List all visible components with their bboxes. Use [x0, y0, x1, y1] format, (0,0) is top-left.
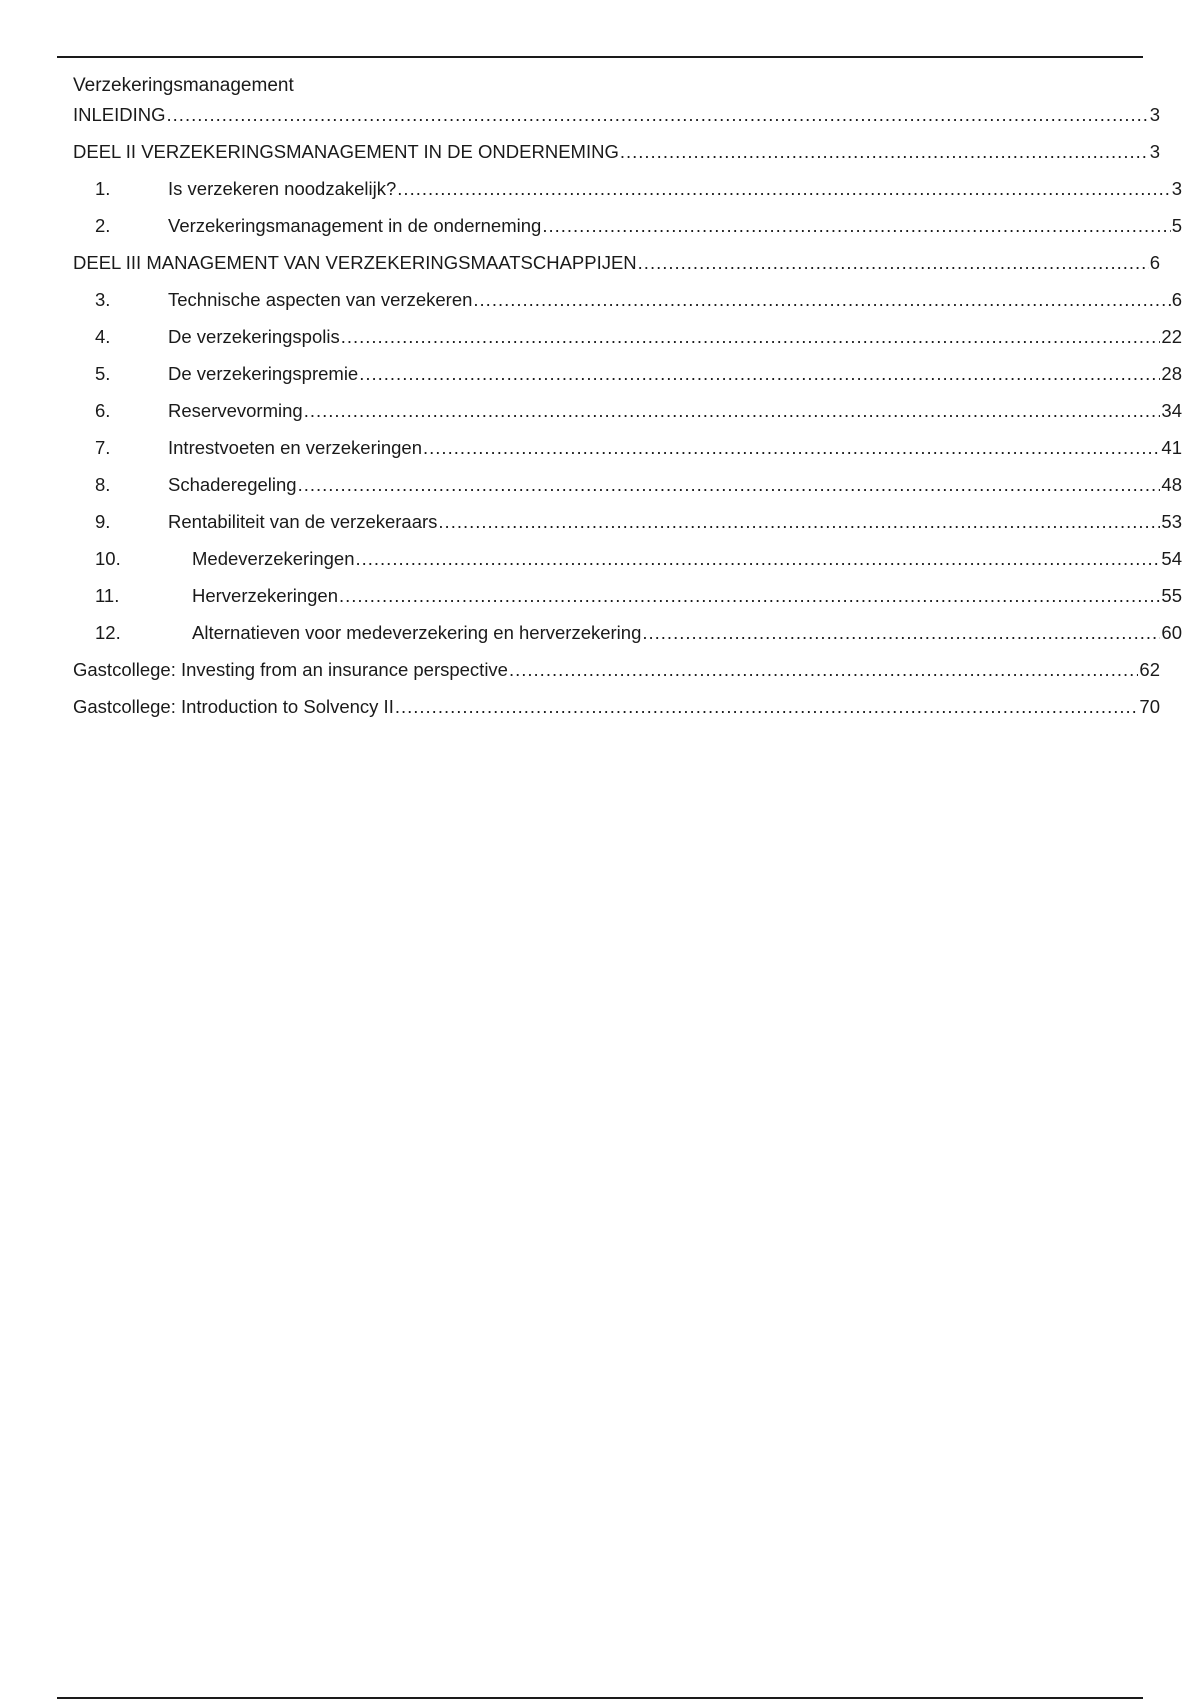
- toc-entry-2[interactable]: [73, 211, 1182, 237]
- toc-entry-label: Technische aspecten van verzekeren: [168, 289, 473, 310]
- toc-entry-inleiding[interactable]: [73, 100, 1160, 126]
- toc-page-number: 28: [1161, 363, 1182, 384]
- toc-entry-number: 2.: [95, 215, 111, 236]
- toc-dot-leader: [298, 474, 1161, 496]
- toc-entry-number: 6.: [95, 400, 111, 421]
- toc-page-number: 3: [1149, 104, 1160, 125]
- document-title: Verzekeringsmanagement: [73, 75, 294, 96]
- toc-entry-4[interactable]: [73, 322, 1182, 348]
- toc-entry-label: INLEIDING: [73, 104, 166, 125]
- toc-entry-6[interactable]: [73, 396, 1182, 422]
- toc-entry-number: 4.: [95, 326, 111, 347]
- toc-entry-label: Gastcollege: Introduction to Solvency II: [73, 696, 394, 717]
- toc-dot-leader: [397, 178, 1170, 200]
- toc-dot-leader: [423, 437, 1160, 459]
- footer-rule: [57, 1697, 1143, 1699]
- toc-page-number: 3: [1149, 141, 1160, 162]
- toc-page-number: 48: [1161, 474, 1182, 495]
- toc-entry-label: Gastcollege: Investing from an insurance perspective: [73, 659, 508, 680]
- toc-entry-number: 1.: [95, 178, 111, 199]
- toc-entry-gastcollege-investing[interactable]: [73, 655, 1160, 681]
- toc-dot-leader: [509, 659, 1138, 681]
- toc-entry-7[interactable]: [73, 433, 1182, 459]
- toc-entry-9[interactable]: [73, 507, 1182, 533]
- toc-page-number: 53: [1161, 511, 1182, 532]
- toc-page-number: 70: [1139, 696, 1160, 717]
- toc-dot-leader: [167, 104, 1149, 126]
- toc-entry-12[interactable]: [73, 618, 1182, 644]
- toc-page-number: 3: [1171, 178, 1182, 199]
- toc-dot-leader: [438, 511, 1160, 533]
- toc-dot-leader: [638, 252, 1149, 274]
- toc-entry-3[interactable]: [73, 285, 1182, 311]
- toc-entry-label: Medeverzekeringen: [168, 548, 354, 570]
- toc-entry-label: Rentabiliteit van de verzekeraars: [168, 511, 438, 532]
- toc-entry-label: Intrestvoeten en verzekeringen: [168, 437, 423, 458]
- toc-entry-label: DEEL II VERZEKERINGSMANAGEMENT IN DE ONDERNEMING: [73, 141, 619, 162]
- toc-entry-10[interactable]: [73, 544, 1182, 570]
- toc-entry-label: Alternatieven voor medeverzekering en herverzekering: [168, 622, 641, 644]
- header-rule: [57, 56, 1143, 58]
- toc-page-number: 41: [1161, 437, 1182, 458]
- toc-dot-leader: [304, 400, 1161, 422]
- toc-entry-number: 8.: [95, 474, 111, 495]
- toc-entry-label: De verzekeringspolis: [168, 326, 340, 347]
- toc-entry-number: 12.: [95, 622, 121, 643]
- toc-dot-leader: [395, 696, 1139, 718]
- toc-dot-leader: [473, 289, 1170, 311]
- toc-page-number: 6: [1171, 289, 1182, 310]
- toc-entry-deel-iii[interactable]: [73, 248, 1160, 274]
- toc-entry-number: 5.: [95, 363, 111, 384]
- toc-entry-deel-ii[interactable]: [73, 137, 1160, 163]
- toc-dot-leader: [642, 622, 1160, 644]
- toc-dot-leader: [339, 585, 1160, 607]
- toc-page-number: 60: [1161, 622, 1182, 643]
- toc-entry-label: Schaderegeling: [168, 474, 297, 495]
- toc-dot-leader: [620, 141, 1149, 163]
- toc-entry-1[interactable]: [73, 174, 1182, 200]
- toc-dot-leader: [542, 215, 1170, 237]
- toc-entry-number: 7.: [95, 437, 111, 458]
- toc-entry-number: 10.: [95, 548, 121, 569]
- toc-dot-leader: [341, 326, 1161, 348]
- toc-entry-label: Reservevorming: [168, 400, 303, 421]
- toc-dot-leader: [355, 548, 1160, 570]
- toc-entry-number: 9.: [95, 511, 111, 532]
- toc-entry-8[interactable]: [73, 470, 1182, 496]
- toc-entry-number: 3.: [95, 289, 111, 310]
- toc-entry-label: De verzekeringspremie: [168, 363, 359, 384]
- toc-page-number: 62: [1139, 659, 1160, 680]
- toc-entry-gastcollege-solvency[interactable]: [73, 692, 1160, 718]
- toc-entry-5[interactable]: [73, 359, 1182, 385]
- toc-page-number: 34: [1161, 400, 1182, 421]
- toc-entry-number: 11.: [95, 585, 120, 606]
- toc-page-number: 22: [1161, 326, 1182, 347]
- toc-entry-label: Verzekeringsmanagement in de onderneming: [168, 215, 542, 236]
- toc-dot-leader: [359, 363, 1160, 385]
- toc-entry-11[interactable]: [73, 581, 1182, 607]
- toc-page-number: 55: [1161, 585, 1182, 606]
- toc-entry-label: Is verzekeren noodzakelijk?: [168, 178, 397, 199]
- toc-entry-label: Herverzekeringen: [168, 585, 338, 607]
- toc-page-number: 5: [1171, 215, 1182, 236]
- toc-page-number: 54: [1161, 548, 1182, 569]
- toc-page-number: 6: [1149, 252, 1160, 273]
- toc-entry-label: DEEL III MANAGEMENT VAN VERZEKERINGSMAATSCHAPPIJEN: [73, 252, 637, 273]
